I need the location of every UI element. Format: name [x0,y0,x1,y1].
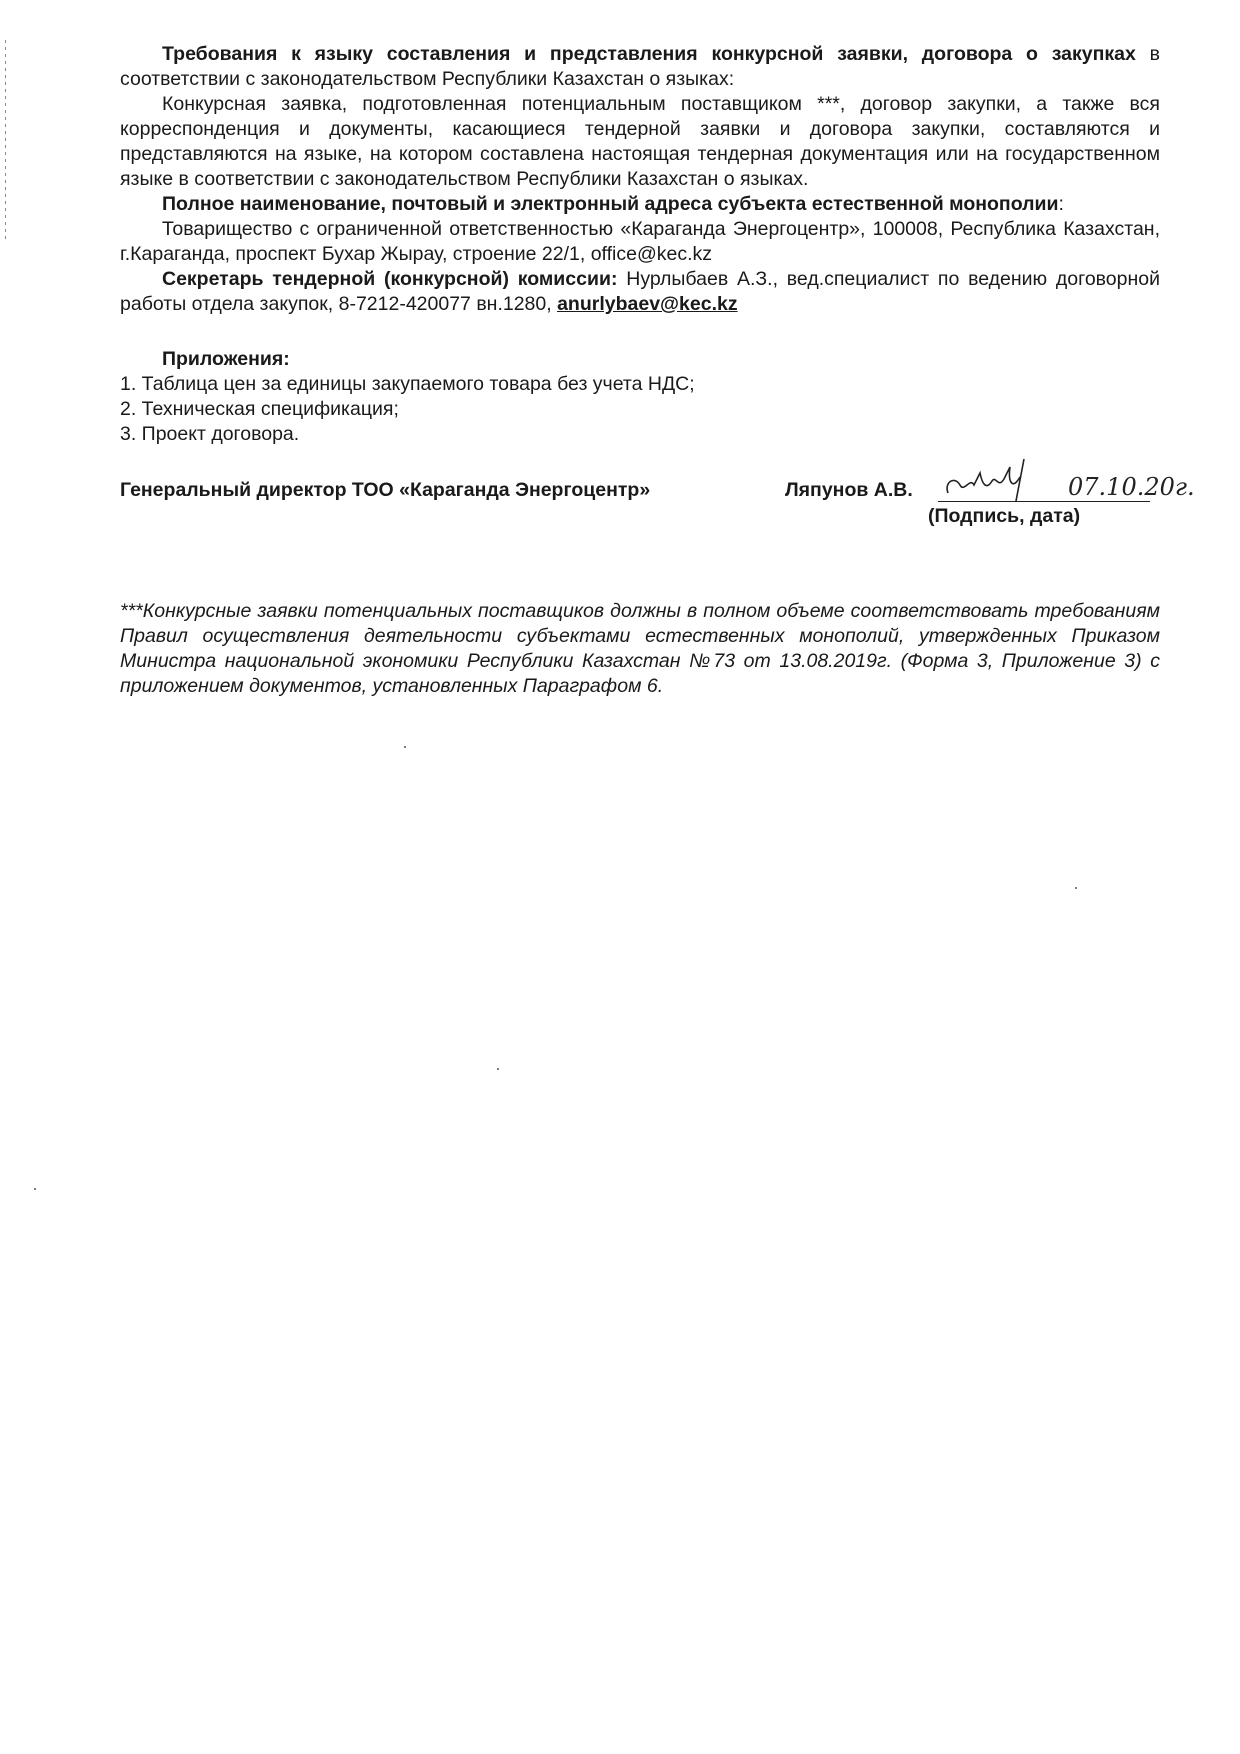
director-name: Ляпунов А.В. [785,479,913,501]
footnote: ***Конкурсные заявки потенциальных поставщиков должны в полном объеме соответствовать требованиям Правил осуществления деятельности субъектами естественных монополий, утвержденных Приказом Министра национальной экономики Республики Казахстан №73 от 13.08.2019г. (Форма 3, Приложение 3) с приложением документов, установленных Параграфом 6. [120,600,1160,697]
signature-caption: (Подпись, дата) [928,505,1081,527]
annex-item: 3. Проект договора. [120,423,300,445]
annexes-title: Приложения: [162,348,290,370]
scan-speck [34,1188,36,1190]
document-page [120,42,1195,699]
scan-speck [497,1068,499,1070]
company-address-paragraph: Товарищество с ограниченной ответственностью «Караганда Энергоцентр», 100008, Республика Казахстан, г.Караганда, проспект Бухар Жырау, строение 22/1, office@kec.kz [120,218,1160,265]
secretary-details: Нурлыбаев А.З., вед.специалист по ведению договорной работы отдела закупок, 8-7212-420077 вн.1280, [120,268,1160,315]
scan-edge-artifact [4,40,7,240]
language-requirements-paragraph [120,42,1160,92]
director-position: Генеральный директор ТОО «Караганда Энергоцентр» [120,479,651,501]
monopoly-address-paragraph [120,192,1160,217]
annex-item: 1. Таблица цен за единицы закупаемого товара без учета НДС; [120,373,695,395]
signature-block [120,473,1195,537]
secretary-email-link[interactable]: anurlybaev@kec.kz [557,293,738,315]
handwritten-signature [940,455,1195,505]
monopoly-address-heading: Полное наименование, почтовый и электронный адреса субъекта естественной монополии [162,193,1059,215]
annex-item: 2. Техническая спецификация; [120,398,399,420]
monopoly-address-colon: : [1058,193,1064,215]
scan-speck [1075,887,1077,889]
svg-text:07.10.20г.: 07.10.20г. [1068,473,1195,501]
language-requirements-heading: Требования к языку составления и представления конкурсной заявки, договора о закупках [162,43,1136,65]
annexes-list [120,372,1160,447]
language-requirements-text: в соответствии с законодательством Республики Казахстан о языках: [120,43,1161,90]
secretary-paragraph [120,267,1160,317]
secretary-heading: Секретарь тендерной (конкурсной) комиссии: [162,268,618,290]
scan-speck [404,746,406,748]
language-details-paragraph: Конкурсная заявка, подготовленная потенциальным поставщиком ***, договор закупки, а также вся корреспонденция и документы, касающиеся тендерной заявки и договора закупки, составляются и представляются на языке, на котором составлена настоящая тендерная документация или на государственном языке в соответствии с законодательством Республики Казахстан о языках. [120,93,1160,190]
